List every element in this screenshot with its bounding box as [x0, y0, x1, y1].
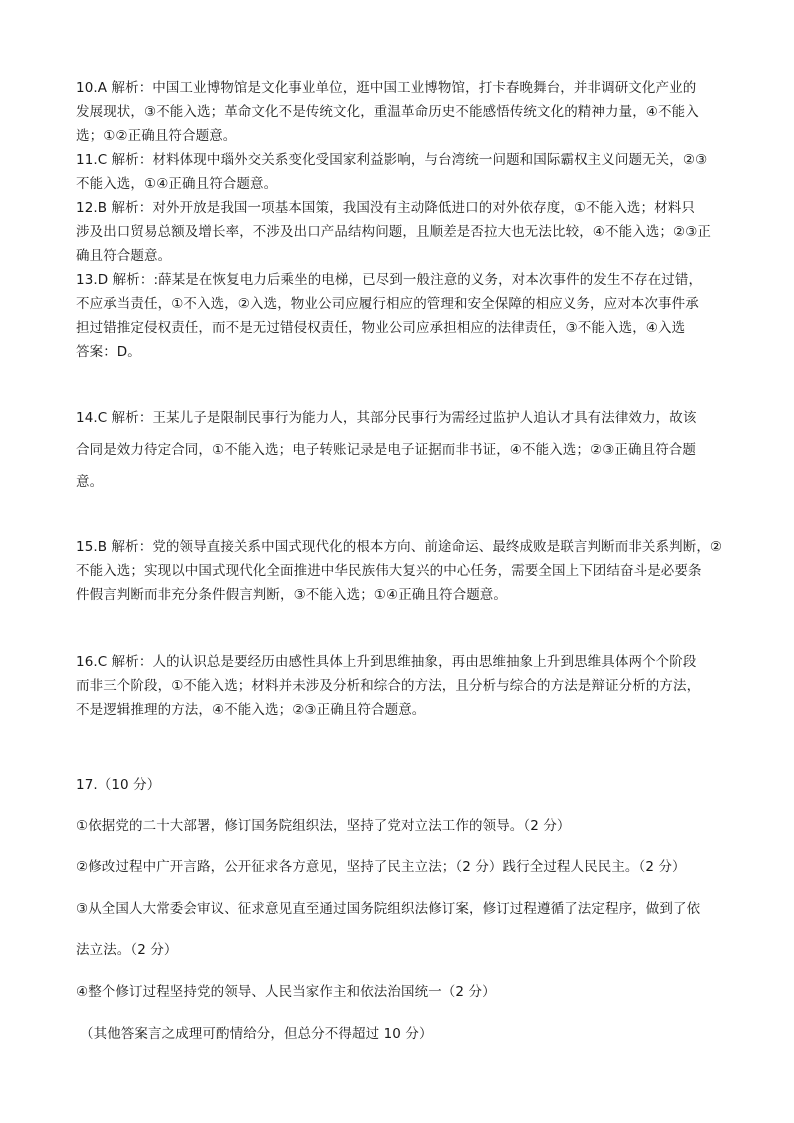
q12-line-2: 涉及出口贸易总额及增长率，不涉及出口产品结构问题，且顺差是否拉大也无法比较，④不能入选；②③正 [76, 224, 712, 240]
q14-line-1: 14.C 解析：王某儿子是限制民事行为能力人，其部分民事行为需经过监护人追认才具有法律效力，故该 [76, 410, 697, 426]
q10-line-2: 发展现状，③不能入选；革命文化不是传统文化，重温革命历史不能感悟传统文化的精神力量，④不能入 [76, 104, 699, 120]
q10-line-1: 10.A 解析：中国工业博物馆是文化事业单位，逛中国工业博物馆，打卡春晚舞台，并非调研文化产业的 [76, 80, 697, 96]
q10-line-3: 选；①②正确且符合题意。 [76, 128, 237, 144]
q15-line-2: 不能入选；实现以中国式现代化全面推进中华民族伟大复兴的中心任务，需要全国上下团结奋斗是必要条 [76, 563, 702, 579]
q12-line-1: 12.B 解析：对外开放是我国一项基本国策，我国没有主动降低进口的对外依存度，①不能入选；材料只 [76, 200, 695, 216]
q16-line-3: 不是逻辑推理的方法，④不能入选；②③正确且符合题意。 [76, 702, 426, 718]
q17-grading-note: （其他答案言之成理可酌情给分，但总分不得超过 10 分） [80, 1026, 433, 1042]
q17-point-2: ②修改过程中广开言路，公开征求各方意见，坚持了民主立法；（2 分）践行全过程人民民主。（2 分） [76, 859, 686, 875]
q11-line-2: 不能入选，①④正确且符合题意。 [76, 176, 278, 192]
q17-point-1: ①依据党的二十大部署，修订国务院组织法，坚持了党对立法工作的领导。（2 分） [76, 818, 571, 834]
q17-heading: 17.（10 分） [76, 777, 161, 793]
q16-line-2: 而非三个阶段，①不能入选；材料并未涉及分析和综合的方法，且分析与综合的方法是辩证分析的方法， [76, 678, 701, 694]
q17-point-4: ④整个修订过程坚持党的领导、人民当家作主和依法治国统一（2 分） [76, 984, 496, 1000]
q11-line-1: 11.C 解析：材料体现中瑙外交关系变化受国家利益影响，与台湾统一问题和国际霸权主义问题无关，②③ [76, 152, 708, 168]
q13-line-1: 13.D 解析：:薛某是在恢复电力后乘坐的电梯，已尽到一般注意的义务，对本次事件的发生不存在过错， [76, 272, 703, 288]
q14-line-2: 合同是效力待定合同，①不能入选；电子转账记录是电子证据而非书证，④不能入选；②③正确且符合题 [76, 442, 697, 458]
q13-line-4: 答案：D。 [76, 344, 141, 360]
q12-line-3: 确且符合题意。 [76, 248, 172, 264]
q15-line-3: 件假言判断而非充分条件假言判断，③不能入选；①④正确且符合题意。 [76, 587, 508, 603]
q17-point-3-line-1: ③从全国人大常委会审议、征求意见直至通过国务院组织法修订案，修订过程遵循了法定程序，做到了依 [76, 901, 701, 917]
q17-point-3-line-2: 法立法。（2 分） [76, 942, 178, 958]
q14-line-3: 意。 [76, 474, 104, 490]
q13-line-2: 不应承当责任，①不入选，②入选，物业公司应履行相应的管理和安全保障的相应义务，应对本次事件承 [76, 296, 699, 312]
q16-line-1: 16.C 解析：人的认识总是要经历由感性具体上升到思维抽象，再由思维抽象上升到思维具体两个个阶段 [76, 654, 697, 670]
q15-line-1: 15.B 解析：党的领导直接关系中国式现代化的根本方向、前途命运、最终成败是联言判断而非关系判断，② [76, 539, 723, 555]
q13-line-3: 担过错推定侵权责任，而不是无过错侵权责任，物业公司应承担相应的法律责任，③不能入选，④入选 [76, 320, 686, 336]
